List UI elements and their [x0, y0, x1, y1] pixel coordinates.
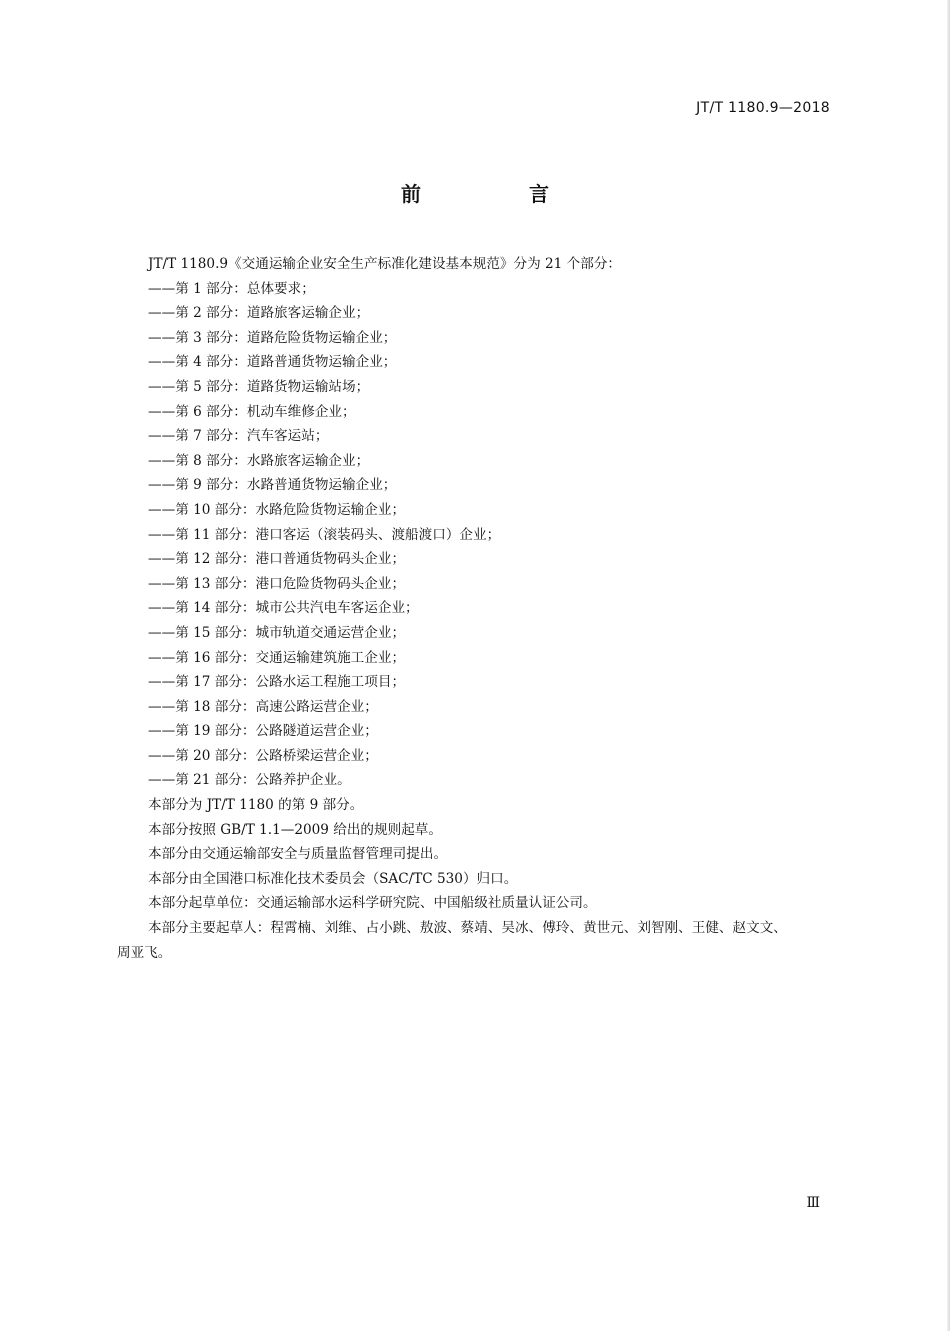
parts-list	[117, 277, 835, 793]
list-item: ——第 20 部分：公路桥梁运营企业；	[148, 747, 378, 764]
list-item: ——第 4 部分：道路普通货物运输企业；	[148, 354, 397, 371]
list-item: ——第 5 部分：道路货物运输站场；	[148, 378, 370, 395]
list-item: ——第 2 部分：道路旅客运输企业；	[148, 305, 370, 322]
list-item: ——第 13 部分：港口危险货物码头企业；	[148, 575, 406, 592]
document-code: JT/T 1180.9—2018	[696, 100, 830, 116]
statement-drafting-units: 本部分起草单位：交通运输部水运科学研究院、中国船级社质量认证公司。	[148, 895, 597, 912]
list-item: ——第 11 部分：港口客运（滚装码头、渡船渡口）企业；	[148, 526, 501, 543]
list-item: ——第 8 部分：水路旅客运输企业；	[148, 452, 370, 469]
list-item: ——第 3 部分：道路危险货物运输企业；	[148, 329, 397, 346]
list-item: ——第 10 部分：水路危险货物运输企业；	[148, 501, 406, 518]
drafters-line-2: 周亚飞。	[117, 944, 172, 961]
list-item: ——第 18 部分：高速公路运营企业；	[148, 698, 378, 715]
statement-drafting-rules: 本部分按照 GB/T 1.1—2009 给出的规则起草。	[148, 821, 442, 838]
list-item: ——第 19 部分：公路隧道运营企业；	[148, 723, 378, 740]
list-item: ——第 14 部分：城市公共汽电车客运企业；	[148, 600, 419, 617]
intro-paragraph: JT/T 1180.9《交通运输企业安全生产标准化建设基本规范》分为 21 个部分：	[148, 256, 622, 272]
foreword-body	[117, 252, 835, 965]
statement-part-number: 本部分为 JT/T 1180 的第 9 部分。	[148, 797, 364, 814]
page-title: 前 言	[401, 182, 593, 206]
list-item: ——第 15 部分：城市轨道交通运营企业；	[148, 624, 406, 641]
statement-centralized: 本部分由全国港口标准化技术委员会（SAC/TC 530）归口。	[148, 870, 518, 887]
list-item: ——第 12 部分：港口普通货物码头企业；	[148, 551, 406, 568]
list-item: ——第 6 部分：机动车维修企业；	[148, 403, 356, 420]
list-item: ——第 9 部分：水路普通货物运输企业；	[148, 477, 397, 494]
list-item: ——第 21 部分：公路养护企业。	[148, 772, 351, 789]
drafters-line-1: 本部分主要起草人：程霄楠、刘维、占小跳、敖波、蔡靖、吴冰、傅玲、黄世元、刘智刚、王健、赵文文、	[148, 920, 787, 937]
statement-proposer: 本部分由交通运输部安全与质量监督管理司提出。	[148, 846, 448, 863]
list-item: ——第 1 部分：总体要求；	[148, 280, 315, 297]
list-item: ——第 16 部分：交通运输建筑施工企业；	[148, 649, 406, 666]
list-item: ——第 7 部分：汽车客运站；	[148, 428, 329, 445]
page-number: Ⅲ	[806, 1195, 820, 1211]
list-item: ——第 17 部分：公路水运工程施工项目；	[148, 674, 406, 691]
